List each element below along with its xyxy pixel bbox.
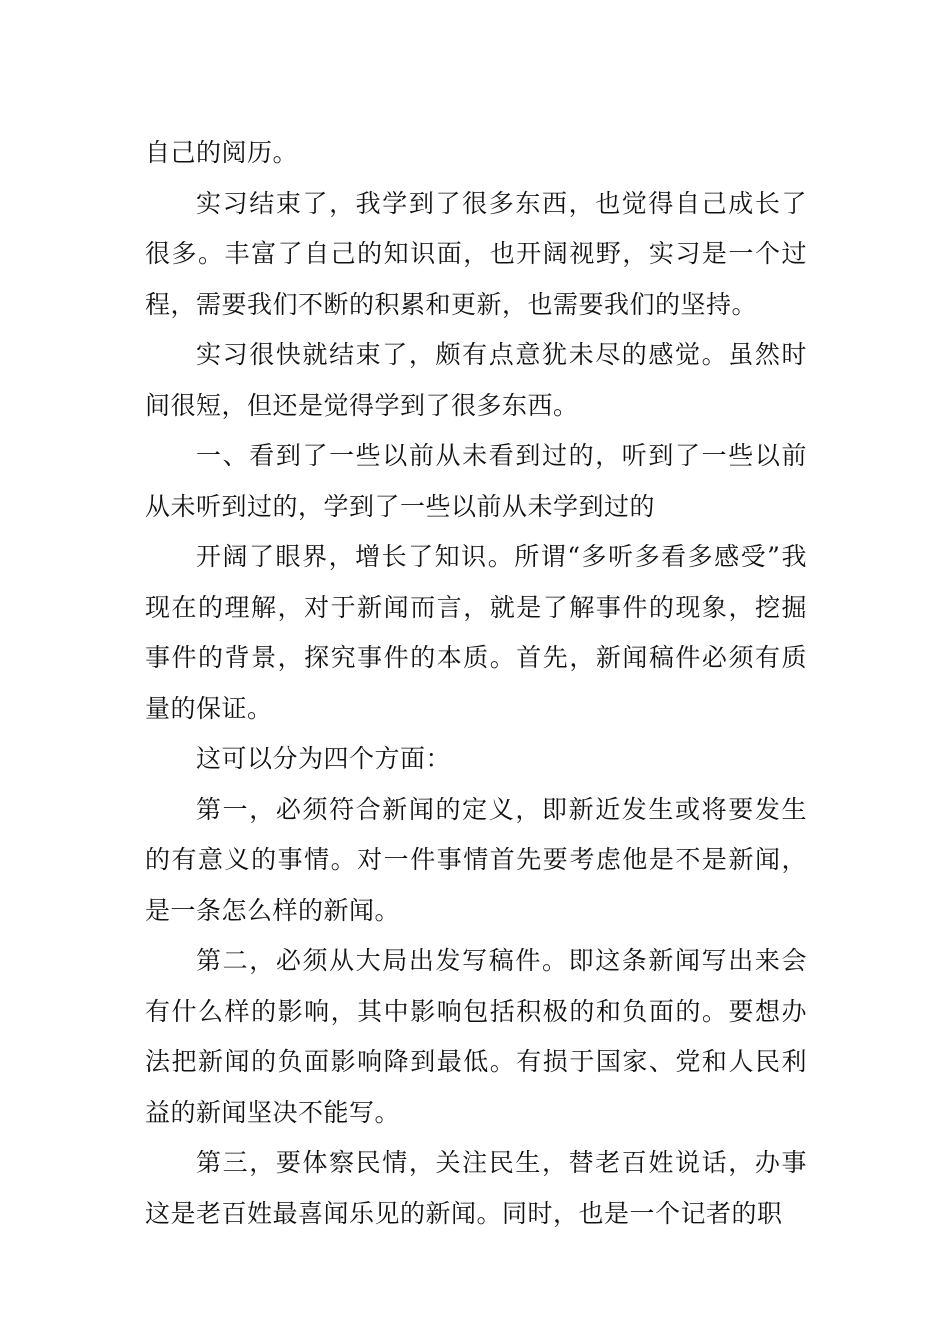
paragraph-5: 开阔了眼界，增长了知识。所谓“多听多看多感受”我现在的理解，对于新闻而言，就是了解事件的现象，挖掘事件的背景，探究事件的本质。首先，新闻稿件必须有质量的保证。 xyxy=(145,542,807,723)
paragraph-1: 自己的阅历。 xyxy=(145,138,299,167)
paragraph-9: 第三，要体察民情，关注民生，替老百姓说话，办事这是老百姓最喜闻乐见的新闻。同时，也是一个记者的职 xyxy=(145,1148,807,1228)
paragraph-8: 第二，必须从大局出发写稿件。即这条新闻写出来会有什么样的影响，其中影响包括积极的和负面的。要想办法把新闻的负面影响降到最低。有损于国家、党和人民利益的新闻坚决不能写。 xyxy=(145,946,807,1127)
paragraph-7: 第一，必须符合新闻的定义，即新近发生或将要发生的有意义的事情。对一件事情首先要考虑他是不是新闻，是一条怎么样的新闻。 xyxy=(145,794,807,925)
document-body xyxy=(145,128,807,1239)
paragraph-2: 实习结束了，我学到了很多东西，也觉得自己成长了很多。丰富了自己的知识面，也开阔视野，实习是一个过程，需要我们不断的积累和更新，也需要我们的坚持。 xyxy=(145,188,807,319)
paragraph-6: 这可以分为四个方面： xyxy=(196,744,452,773)
paragraph-3: 实习很快就结束了，颇有点意犹未尽的感觉。虽然时间很短，但还是觉得学到了很多东西。 xyxy=(145,340,807,420)
paragraph-4: 一、看到了一些以前从未看到过的，听到了一些以前从未听到过的，学到了一些以前从未学到过的 xyxy=(145,441,807,521)
